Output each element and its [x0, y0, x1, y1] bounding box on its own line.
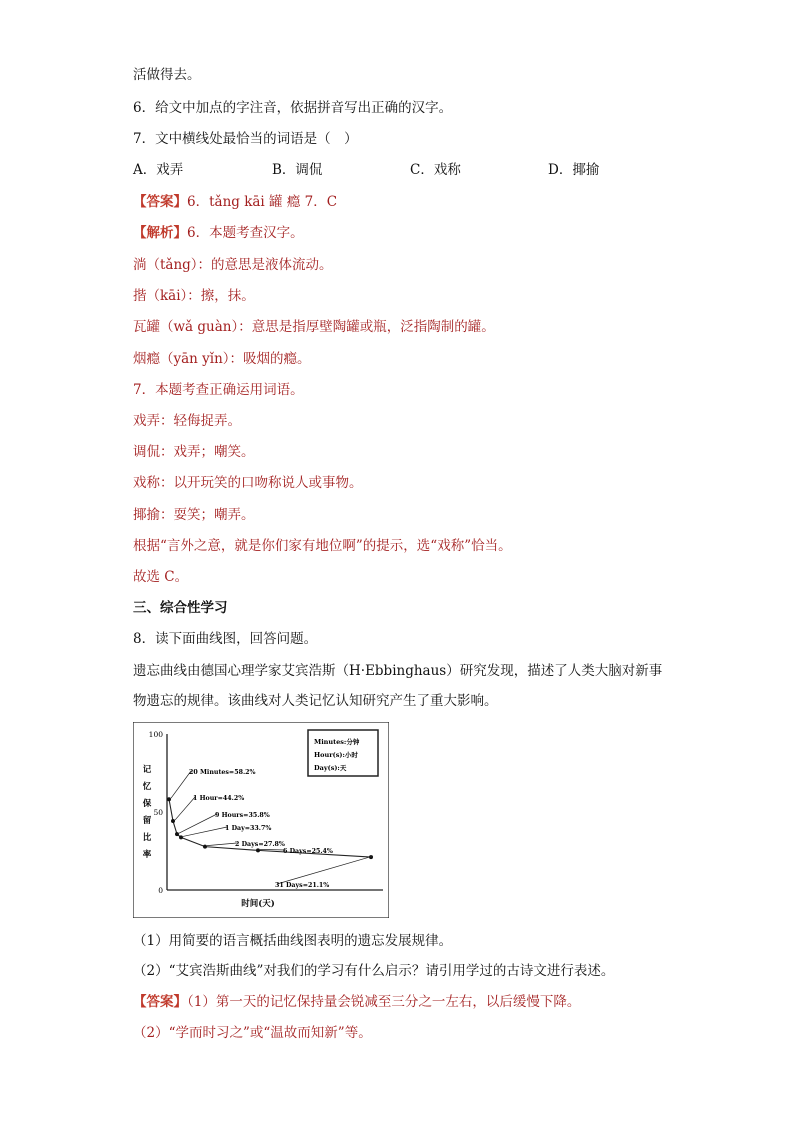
y-label-char: 比 — [142, 833, 152, 843]
question-7: 7．文中横线处最恰当的词语是（ ） — [133, 131, 358, 147]
answer-label: 【答案】 — [133, 194, 187, 210]
y-label-char: 率 — [142, 850, 152, 860]
y-label-char: 留 — [142, 816, 152, 826]
data-point — [175, 832, 179, 836]
data-label: 31 Days=21.1% — [275, 882, 330, 889]
legend-minutes: Minutes:分钟 — [314, 738, 360, 746]
option-c: C．戏称 — [410, 162, 461, 178]
legend-days: Day(s):天 — [314, 764, 347, 772]
question-8: 8．读下面曲线图，回答问题。 — [133, 631, 318, 647]
y-label-char: 记 — [142, 765, 152, 775]
option-d: D．揶揄 — [548, 162, 600, 178]
legend-hours: Hour(s):小时 — [314, 751, 358, 759]
analysis-line — [133, 224, 304, 242]
analysis-text: 6．本题考查汉字。 — [187, 225, 304, 241]
answer-text: 6．tǎng kāi 罐 瘾 7．C — [187, 194, 338, 210]
answer-text-3: （2）“学而时习之”或“温故而知新”等。 — [133, 1025, 372, 1041]
y-label-char: 忆 — [142, 782, 152, 792]
analysis-line-4: 烟瘾（yān yǐn）：吸烟的瘾。 — [133, 351, 311, 367]
y-tick-label: 50 — [153, 808, 163, 817]
analysis-line-3: 瓦罐（wǎ guàn）：意思是指厚壁陶罐或瓶，泛指陶制的罐。 — [133, 319, 495, 335]
answer-text-2: （1）第一天的记忆保持量会锐减至三分之一左右，以后缓慢下降。 — [187, 994, 581, 1010]
analysis-label: 【解析】 — [133, 225, 187, 241]
analysis-line-7: 调侃：戏弄；嘲笑。 — [133, 444, 255, 460]
y-label-char: 保 — [142, 799, 152, 809]
answer-line-2 — [133, 993, 580, 1011]
data-label: 6 Days=25.4% — [283, 848, 333, 855]
data-label: 1 Day=33.7% — [225, 825, 272, 832]
analysis-line-6: 戏弄：轻侮捉弄。 — [133, 413, 241, 429]
data-point — [179, 835, 183, 839]
data-label: 2 Days=27.8% — [235, 841, 285, 848]
question-6: 6．给文中加点的字注音，依据拼音写出正确的汉字。 — [133, 100, 453, 116]
subquestion-2: （2）“艾宾浩斯曲线”对我们的学习有什么启示？请引用学过的古诗文进行表述。 — [133, 963, 615, 979]
text-line-continued: 活做得去。 — [133, 67, 201, 83]
analysis-line-1: 淌（tǎng）：的意思是液体流动。 — [133, 257, 333, 273]
analysis-line-11: 故选 C。 — [133, 569, 189, 585]
answer-line — [133, 193, 337, 211]
data-point — [203, 845, 207, 849]
analysis-line-5: 7．本题考查正确运用词语。 — [133, 382, 304, 398]
section-heading: 三、综合性学习 — [133, 600, 228, 616]
data-label: 9 Hours=35.8% — [215, 812, 270, 819]
y-tick-label: 100 — [148, 730, 163, 739]
passage-line-2: 物遗忘的规律。该曲线对人类记忆认知研究产生了重大影响。 — [133, 693, 498, 709]
data-label: 1 Hour=44.2% — [193, 795, 245, 802]
analysis-line-9: 揶揄：耍笑；嘲弄。 — [133, 507, 255, 523]
forgetting-curve-chart — [133, 722, 389, 918]
analysis-line-8: 戏称：以开玩笑的口吻称说人或事物。 — [133, 475, 363, 491]
data-label: 20 Minutes=58.2% — [189, 769, 256, 776]
y-tick-label: 0 — [158, 886, 163, 895]
x-axis-label: 时间(天) — [241, 899, 275, 909]
analysis-line-10: 根据“言外之意，就是你们家有地位啊”的提示，选“戏称”恰当。 — [133, 538, 512, 554]
subquestion-1: （1）用简要的语言概括曲线图表明的遗忘发展规律。 — [133, 933, 453, 949]
option-a: A．戏弄 — [133, 162, 184, 178]
analysis-line-2: 揩（kāi）：擦，抹。 — [133, 288, 255, 304]
data-point — [256, 848, 260, 852]
data-point — [167, 797, 171, 801]
answer-label-2: 【答案】 — [133, 994, 187, 1010]
data-point — [171, 819, 175, 823]
option-b: B．调侃 — [272, 162, 323, 178]
passage-line-1: 遗忘曲线由德国心理学家艾宾浩斯（H·Ebbinghaus）研究发现，描述了人类大脑对新事 — [133, 663, 663, 679]
